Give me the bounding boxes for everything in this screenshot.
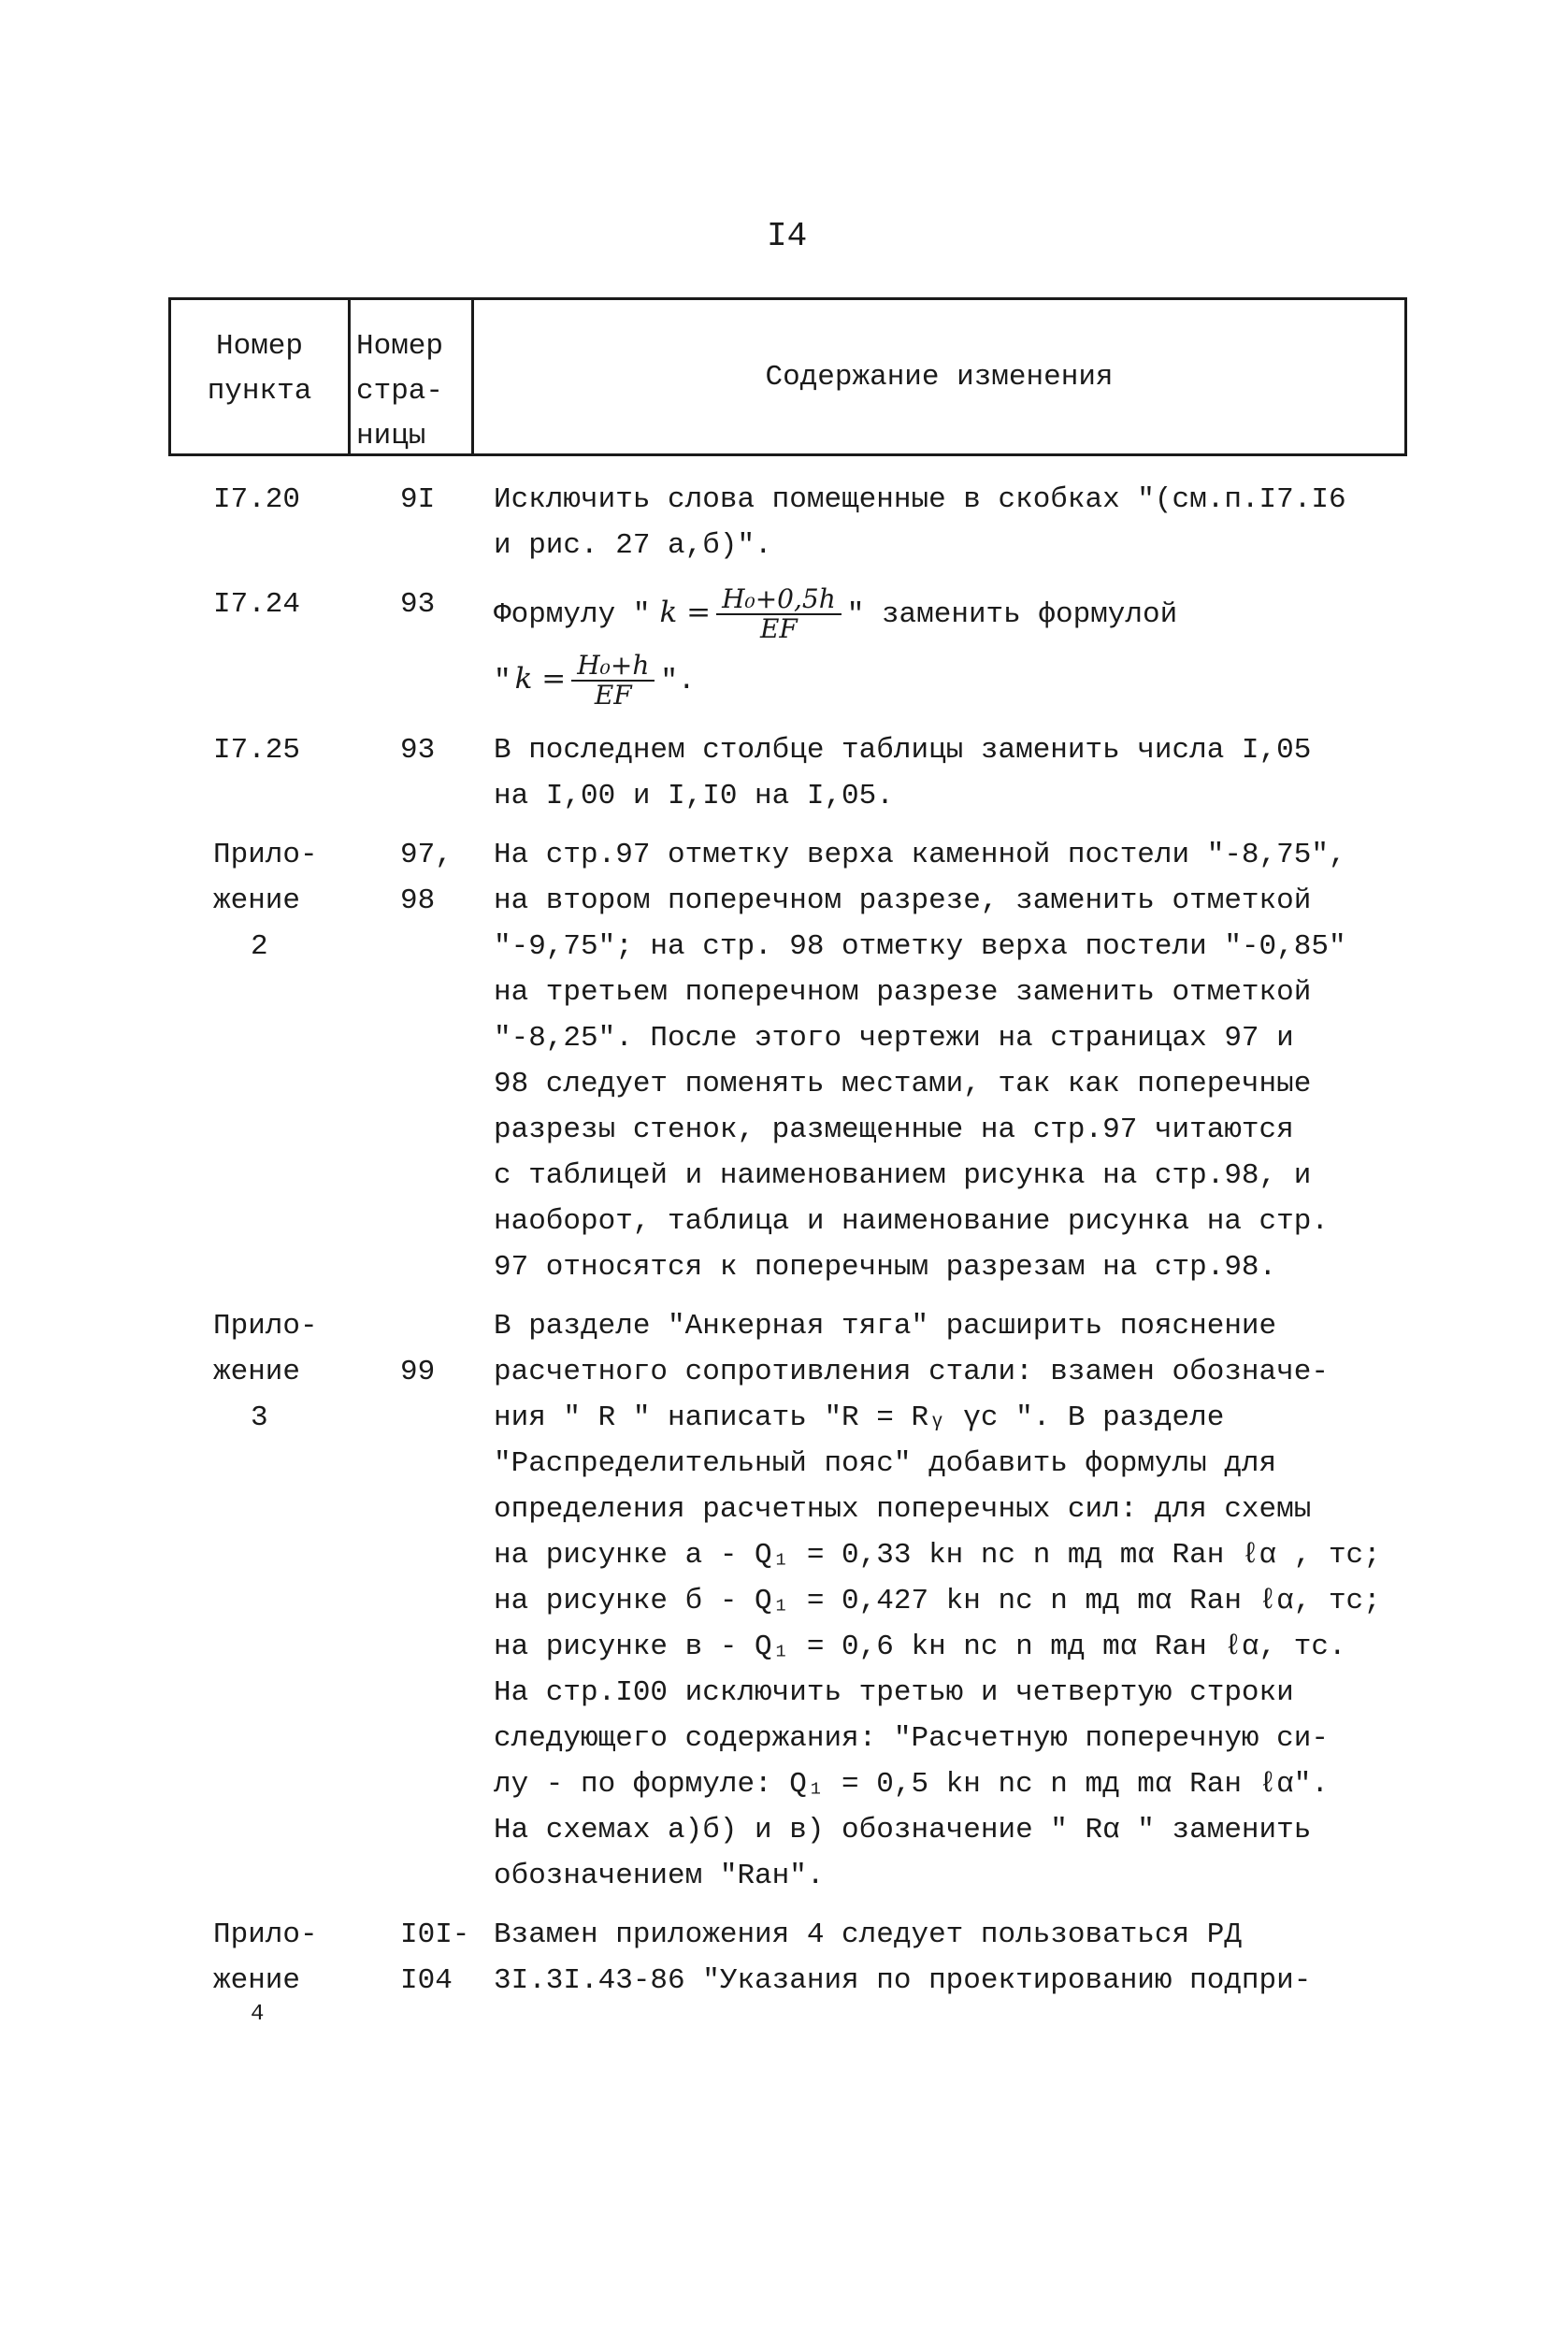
page-ref: 93	[400, 734, 436, 767]
table-row	[0, 1912, 1568, 2026]
page-ref: 99	[400, 1356, 436, 1388]
table-row	[0, 832, 1568, 1290]
header-page-number: Номер стра- ницы	[351, 300, 474, 453]
item-number: I7.25	[213, 734, 301, 767]
change-text: В последнем столбце таблицы заменить числа I,05 на I,00 и I,I0 на I,05.	[494, 734, 1312, 812]
item-number: Прило- жение 3	[213, 1310, 318, 1434]
item-number: Прило- жение 2	[213, 839, 318, 963]
fraction: $\frac{\text{H₀+0,5h}}{EF}$	[716, 585, 842, 643]
table-header	[168, 297, 1407, 456]
change-text: В разделе "Анкерная тяга" расширить пояснение расчетного сопротивления стали: взамен обозначе- ния " R " написать "R = Rᵧ γc ". В разделе "Распределительный пояс" добавить формулы для определения расчетных поперечных сил: для схемы на рисунке а - Q₁ = 0,33 kн nc n mд mα Rан ℓα , тс; на рисунке б - Q₁ = 0,427 kн nc n mд mα Rан ℓα, тс; на рисунке в - Q₁ = 0,6 kн nc n mд mα Rан ℓα, тс. На стр.I00 исключить третью и четвертую строки следующего содержания: "Расчетную поперечную си- лу - по формуле: Q₁ = 0,5 kн nc n mд mα Rан ℓα". На схемах а)б) и в) обозначение " Rα " заменить обозначением "Rан".	[494, 1310, 1381, 1892]
change-text	[494, 582, 1447, 714]
fraction: $\frac{\text{H₀+h}}{EF}$	[571, 652, 655, 710]
header-item-number: Номер пункта	[171, 300, 351, 453]
formula-new: " k = $\frac{\text{H₀+h}}{EF}$ ".	[494, 649, 696, 711]
page-ref: 93	[400, 588, 436, 621]
item-number: I7.20	[213, 483, 301, 516]
page-ref: I0I- I04	[400, 1918, 470, 1997]
formula-old: Формулу " k = $\frac{\text{H₀+0,5h}}{EF}$ " заменить формулой	[494, 582, 1178, 644]
table-row	[0, 582, 1568, 714]
page-ref: 9I	[400, 483, 436, 516]
page-number: I4	[767, 217, 808, 255]
page-ref: 97, 98	[400, 839, 453, 917]
changes-list	[0, 477, 1568, 2026]
item-number: Прило- жение 4	[213, 1918, 318, 2027]
change-text: Исключить слова помещенные в скобках "(см.п.I7.I6 и рис. 27 а,б)".	[494, 483, 1346, 562]
item-number: I7.24	[213, 588, 301, 621]
table-row	[0, 477, 1568, 568]
table-row	[0, 727, 1568, 819]
change-text: На стр.97 отметку верха каменной постели "-8,75", на втором поперечном разрезе, заменить отметкой "-9,75"; на стр. 98 отметку верха постели "-0,85" на третьем поперечном разрезе заменить отметкой "-8,25". После этого чертежи на страницах 97 и 98 следует поменять местами, так как поперечные разрезы стенок, размещенные на стр.97 читаются с таблицей и наименованием рисунка на стр.98, и наоборот, таблица и наименование рисунка на стр. 97 относятся к поперечным разрезам на стр.98.	[494, 839, 1346, 1284]
header-change-content: Содержание изменения	[765, 360, 1114, 394]
table-row	[0, 1303, 1568, 1899]
change-text: Взамен приложения 4 следует пользоваться РД 3I.3I.43-86 "Указания по проектированию подпри-	[494, 1918, 1312, 1997]
